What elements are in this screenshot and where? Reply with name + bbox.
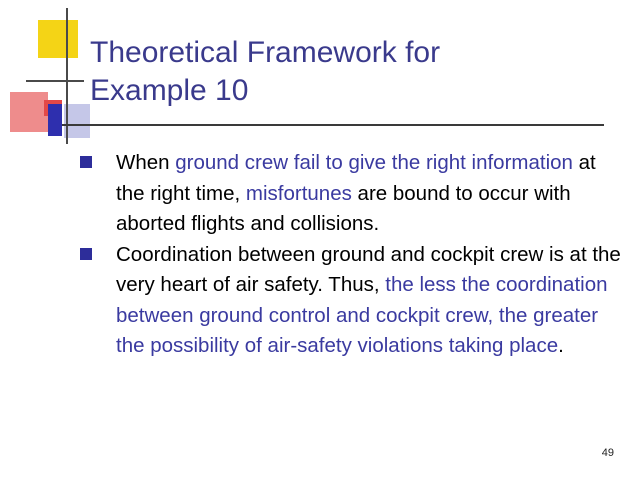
- bullet-item-1: [80, 148, 625, 240]
- slide-title: [90, 34, 610, 110]
- bullet-list: [80, 148, 625, 362]
- bullet-2-highlight-1: the less the coordination between ground control and cockpit crew, the greater the possibility of air-safety violations taking place: [116, 273, 608, 357]
- bullet-1-highlight-1: ground crew fail to give the right information: [175, 151, 573, 174]
- page-number: 49: [601, 447, 614, 459]
- slide-title-line-1: Theoretical Framework for: [90, 36, 441, 69]
- bullet-1-highlight-2: misfortunes: [245, 181, 352, 205]
- bullet-1-text-3: are bound to occur with aborted flights and collisions.: [116, 181, 571, 235]
- square-bullet-icon: [80, 156, 92, 168]
- bullet-item-2: [80, 240, 625, 362]
- bullet-2-text-1: Coordination between ground and cockpit crew is at the very heart of air safety. Thus,: [116, 242, 621, 296]
- bullet-1-text-2: at the right time,: [116, 151, 596, 205]
- title-underline-rule: [62, 124, 604, 126]
- slide-title-line-2: Example 10: [90, 74, 249, 107]
- bullet-1-text-1: When: [116, 151, 176, 174]
- bullet-2-text-2: .: [558, 334, 564, 357]
- decorative-horizontal-line: [26, 80, 84, 82]
- decorative-pink-block: [10, 92, 48, 132]
- decorative-yellow-block: [38, 20, 78, 58]
- square-bullet-icon: [80, 248, 92, 260]
- decorative-blue-block: [48, 104, 62, 136]
